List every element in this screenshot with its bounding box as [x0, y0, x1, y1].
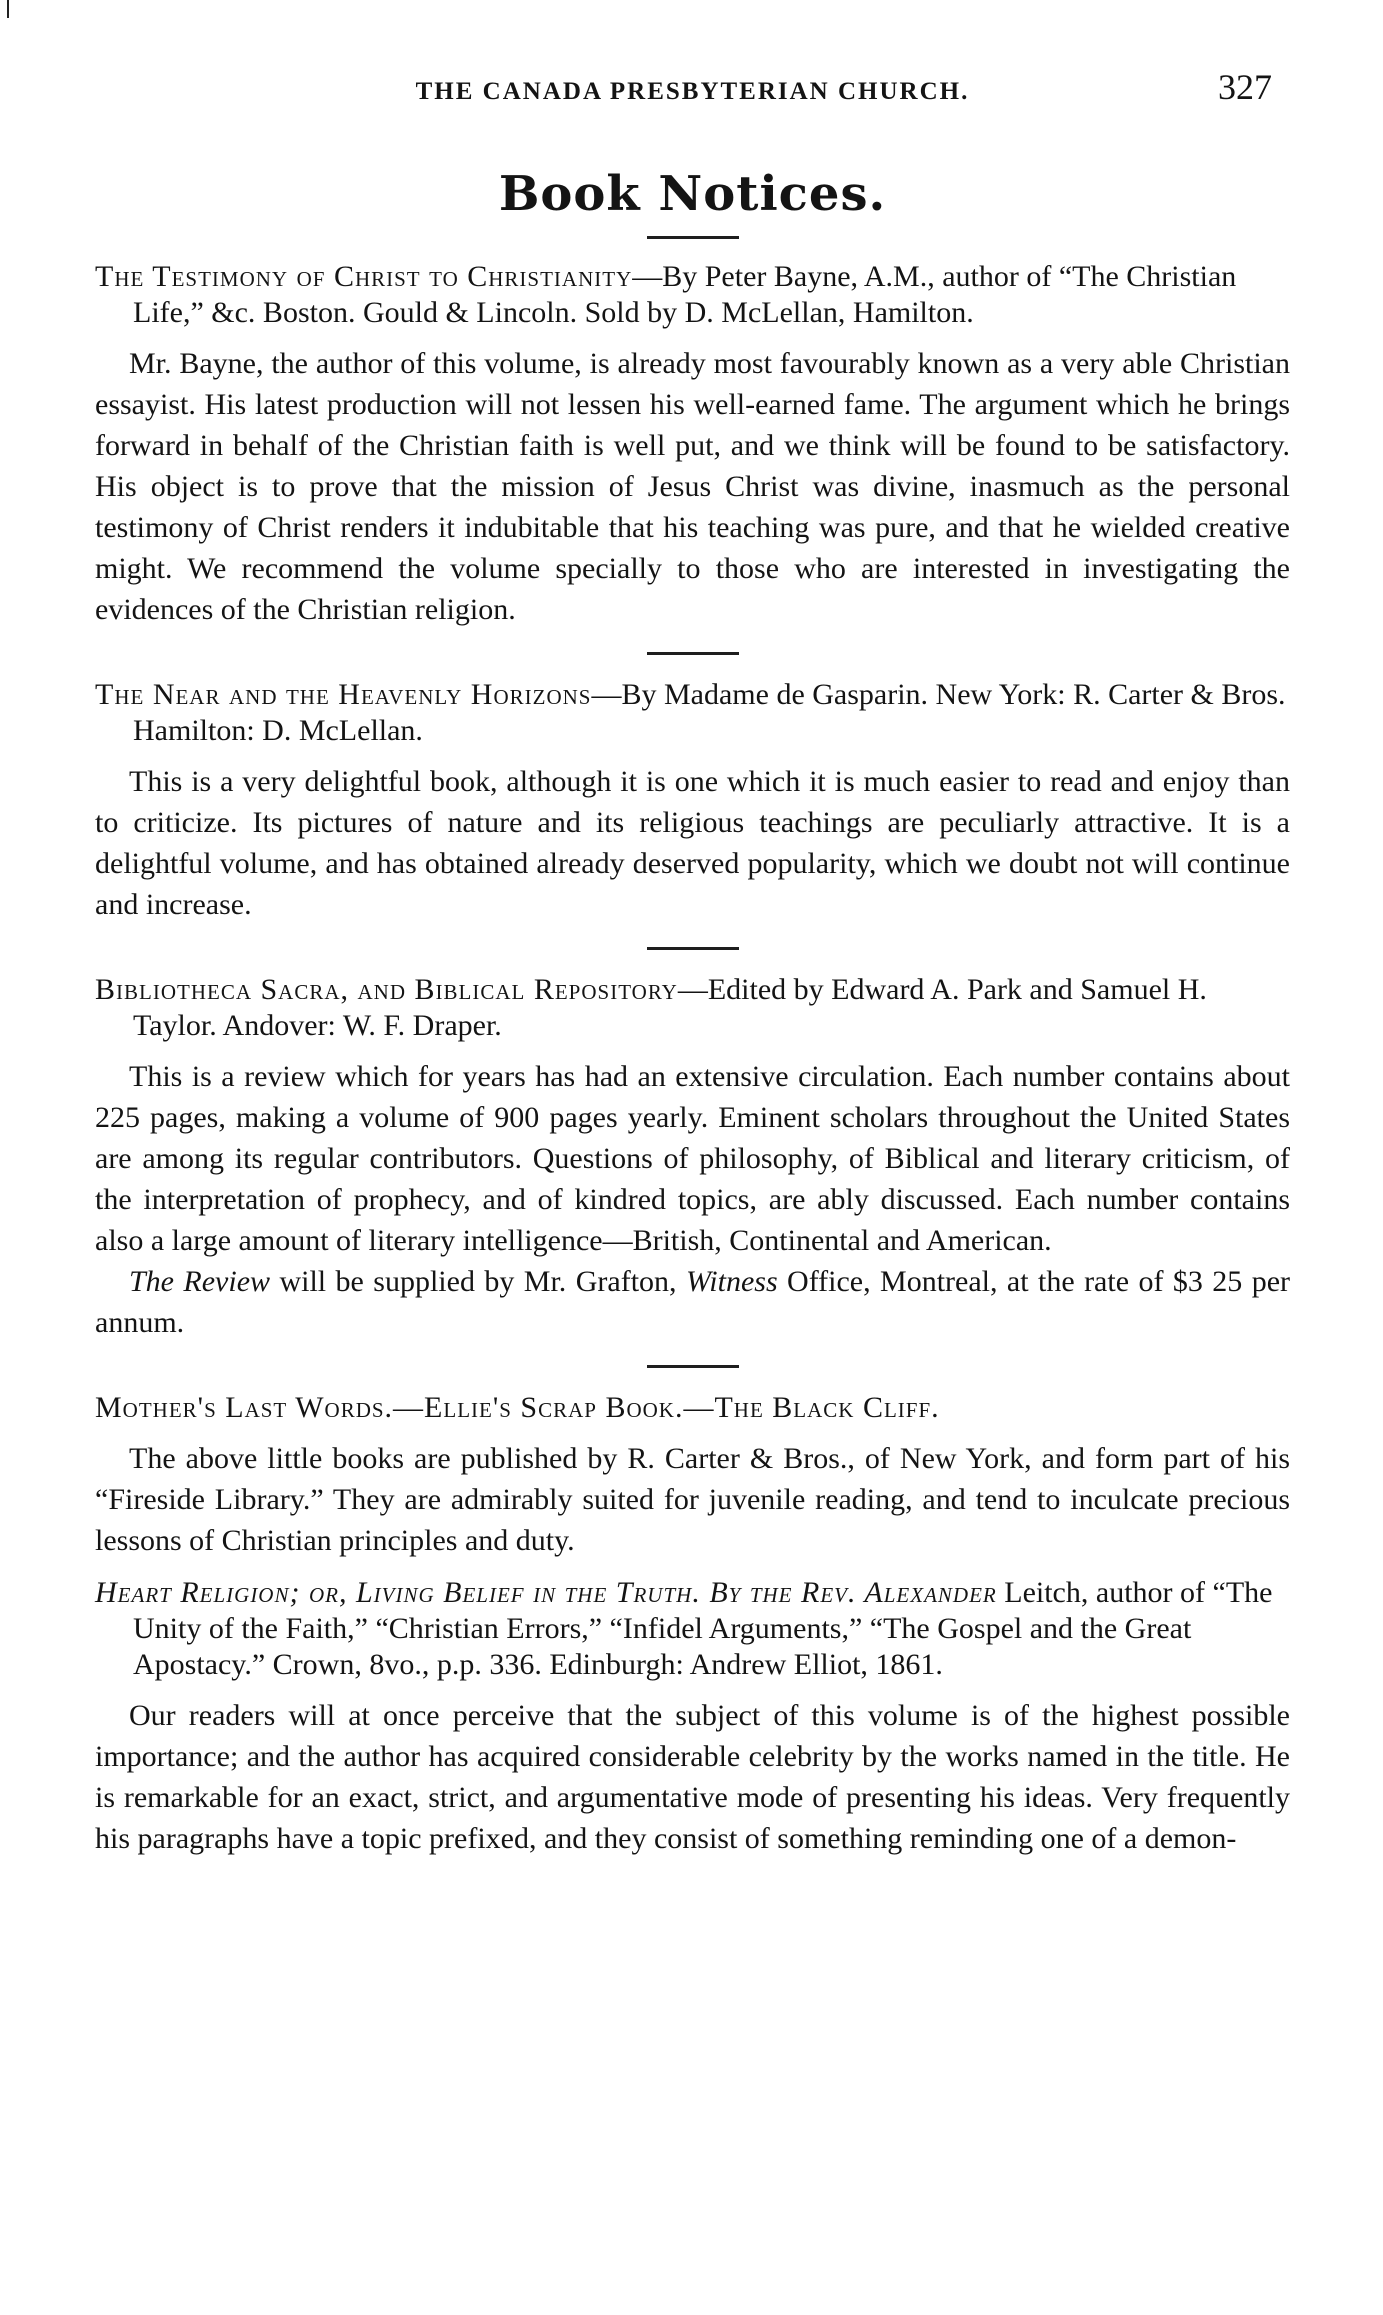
- notice-byline: Leitch, author of “The Unity of the Faith,” “Christian Errors,” “Infidel Arguments,” “The Gospel and the Great Apostacy.” Crown, 8vo., p.p. 336. Edinburgh: Andrew Elliot, 1861.: [133, 1576, 1273, 1681]
- page-number: 327: [1218, 67, 1272, 107]
- page: [95, 62, 1290, 1859]
- book-notice: [95, 972, 1290, 1343]
- notice-byline: —By Madame de Gasparin. New York: R. Carter & Bros. Hamilton: D. McLellan.: [133, 678, 1286, 747]
- notice-separator: [647, 652, 739, 655]
- notice-heading: [95, 259, 1290, 331]
- book-notice: [95, 259, 1290, 630]
- notice-title: Mother's Last Words.—Ellie's Scrap Book.—The Black Cliff.: [95, 1391, 940, 1424]
- margin-mark: [7, 0, 9, 18]
- notice-separator: [647, 947, 739, 950]
- witness-title: Witness: [685, 1265, 778, 1298]
- notice-title: Heart Religion; or, Living Belief in the Truth. By the Rev. Alexander: [95, 1576, 997, 1609]
- notice-separator: [647, 1365, 739, 1368]
- notice-paragraph: This is a review which for years has had an extensive circulation. Each number contains about 225 pages, making a volume of 900 pages yearly. Eminent scholars throughout the United States are among its regular contributors. Questions of philosophy, of Biblical and literary criticism, of the interpretation of prophecy, and of kindred topics, are ably discussed. Each number contains also a large amount of literary intelligence—British, Continental and American.: [95, 1060, 1290, 1257]
- notice-heading: [95, 1575, 1290, 1683]
- notice-byline: —Edited by Edward A. Park and Samuel H. Taylor. Andover: W. F. Draper.: [133, 973, 1207, 1042]
- supply-note-text: will be supplied by Mr. Grafton,: [270, 1265, 686, 1298]
- notice-paragraph: The above little books are published by R. Carter & Bros., of New York, and form part of his “Fireside Library.” They are admirably suited for juvenile reading, and tend to inculcate precious lessons of Christian principles and duty.: [95, 1442, 1290, 1557]
- book-notice: [95, 1390, 1290, 1561]
- section-title: Book Notices.: [498, 166, 887, 222]
- running-header: [95, 62, 1290, 118]
- running-title: THE CANADA PRESBYTERIAN CHURCH.: [415, 78, 970, 105]
- notice-title: The Testimony of Christ to Christianity: [95, 260, 633, 293]
- supply-note-text: Office, Montreal, at the rate of $3 25 per annum.: [95, 1265, 1291, 1339]
- notice-paragraph: This is a very delightful book, although it is one which it is much easier to read and enjoy than to criticize. Its pictures of nature and its religious teachings are peculiarly attractive. It is a delightful volume, and has obtained already deserved popularity, which we doubt not will continue and increase.: [95, 765, 1290, 921]
- book-notice: [95, 677, 1290, 925]
- notice-paragraph: Mr. Bayne, the author of this volume, is already most favourably known as a very able Christian essayist. His latest production will not lessen his well-earned fame. The argument which he brings forward in behalf of the Christian faith is well put, and we think will be found to be satisfactory. His object is to prove that the mission of Jesus Christ was divine, inasmuch as the personal testimony of Christ renders it indubitable that his teaching was pure, and that he wielded creative might. We recommend the volume specially to those who are interested in investigating the evidences of the Christian religion.: [95, 347, 1290, 626]
- notice-title: The Near and the Heavenly Horizons: [95, 678, 592, 711]
- notice-heading: [95, 1390, 1290, 1426]
- notice-title: Bibliotheca Sacra, and Biblical Repository: [95, 973, 678, 1006]
- notice-byline: —By Peter Bayne, A.M., author of “The Christian Life,” &c. Boston. Gould & Lincoln. Sold by D. McLellan, Hamilton.: [133, 260, 1237, 329]
- notice-heading: [95, 677, 1290, 749]
- title-rule: [647, 236, 739, 239]
- notice-paragraph: Our readers will at once perceive that the subject of this volume is of the highest possible importance; and the author has acquired considerable celebrity by the works named in the title. He is remarkable for an exact, strict, and argumentative mode of presenting his ideas. Very frequently his paragraphs have a topic prefixed, and they consist of something reminding one of a demon-: [95, 1699, 1290, 1855]
- review-title: The Review: [129, 1265, 271, 1298]
- notice-heading: [95, 972, 1290, 1044]
- supply-note: [95, 1261, 1290, 1343]
- book-notice: [95, 1575, 1290, 1859]
